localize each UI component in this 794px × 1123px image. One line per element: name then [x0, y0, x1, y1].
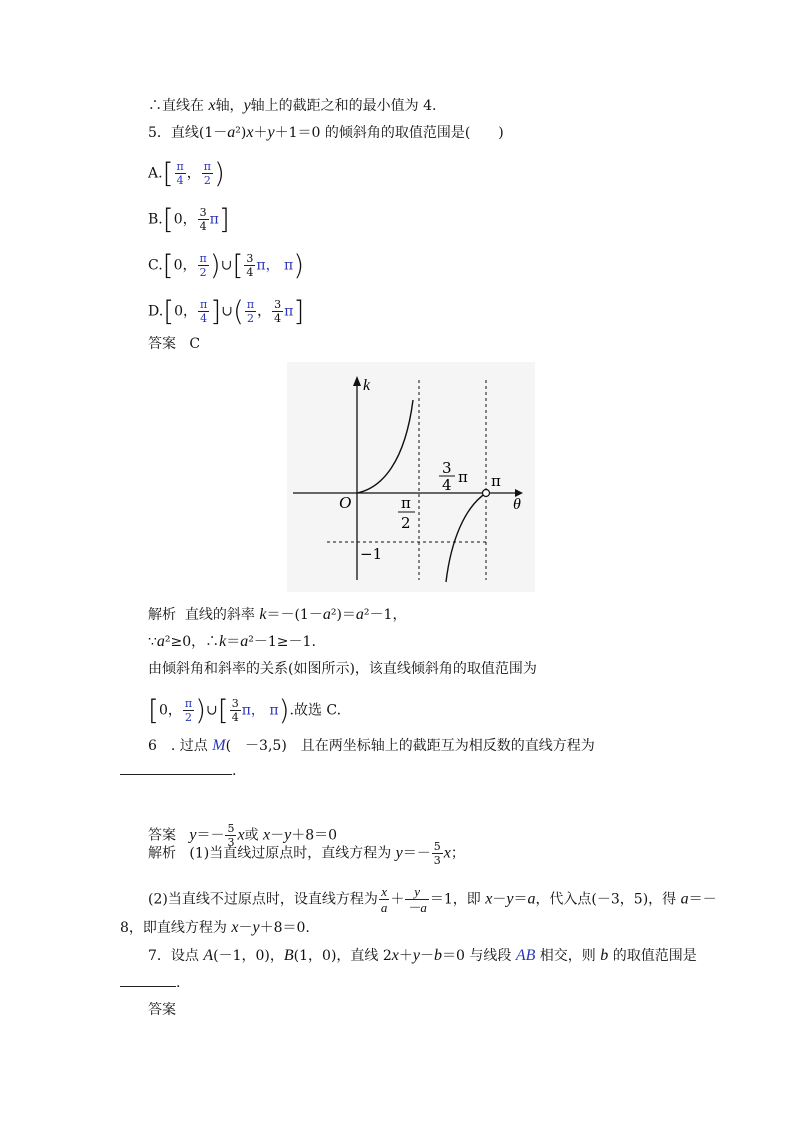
text: ∴直线在 [148, 98, 209, 114]
numerator: 3 [274, 298, 282, 311]
label-pi-half-den: 2 [401, 514, 411, 532]
numerator: 3 [231, 697, 239, 710]
right-paren: ) [213, 156, 225, 190]
left-bracket: [ [162, 202, 174, 236]
option-label: A. [148, 165, 163, 182]
numerator: π [200, 298, 208, 311]
answer-label: 答案 [148, 827, 176, 844]
text: ＝0 与线段 [442, 948, 516, 964]
denominator: a [380, 900, 388, 915]
fraction [432, 840, 443, 867]
text: ∵ [148, 634, 157, 650]
text: ； [450, 845, 465, 862]
text: ＋8＝0. [259, 920, 310, 936]
var-y: y [189, 826, 197, 844]
solution-6-line1 [148, 840, 465, 867]
var-x: x [246, 124, 254, 141]
fraction [230, 697, 241, 724]
fraction [198, 298, 209, 325]
text: ²≥0，∴ [164, 634, 220, 650]
var-m: M [212, 737, 226, 754]
fraction [379, 884, 390, 915]
solution-6-line3 [120, 918, 310, 938]
numerator: 5 [227, 822, 235, 835]
text: ( －3,5) 且在两坐标轴上的截距互为相反数的直线方程为 [225, 738, 595, 754]
q6-stem-text [148, 736, 595, 756]
text: 或 [244, 827, 264, 844]
var-k: k [219, 633, 227, 650]
answer-value: C [189, 336, 201, 352]
text: 0， [173, 211, 197, 228]
var-y: y [412, 947, 420, 964]
text: ＋ [253, 125, 268, 141]
text: ， [186, 165, 201, 182]
answer-5 [148, 334, 200, 354]
label-k: k [363, 377, 371, 394]
fraction [245, 298, 256, 325]
text: 0， [158, 702, 182, 719]
var-b: b [600, 947, 609, 964]
label-three: 3 [442, 459, 452, 477]
pi: π， [241, 702, 265, 719]
text: ＝ [226, 634, 241, 650]
numerator: π [199, 252, 207, 265]
text: 6 . 过点 [148, 738, 213, 754]
var-y: y [284, 826, 292, 844]
fraction [272, 298, 283, 325]
pi: π [284, 257, 294, 274]
answer-blank[interactable] [120, 972, 176, 987]
fraction [198, 206, 209, 233]
text: 直线的斜率 [184, 607, 260, 623]
left-bracket: [ [162, 248, 174, 282]
var-y: y [267, 124, 275, 141]
var-x: x [231, 919, 239, 936]
question-7-blank-line [120, 972, 180, 993]
solution-5-line1 [148, 605, 406, 625]
var-x: x [391, 947, 399, 964]
numerator: y [405, 884, 429, 900]
var-x: x [485, 890, 493, 908]
var-y: y [243, 97, 251, 114]
right-bracket: ] [218, 202, 230, 236]
conclusion-line [148, 96, 436, 116]
text: 8，即直线方程为 [120, 920, 232, 936]
var-k: k [259, 606, 267, 623]
text: (1)当直线过原点时，直线方程为 [189, 845, 396, 862]
fraction [183, 697, 194, 724]
text: ，代入点(－3，5)，得 [535, 891, 681, 908]
text: － [492, 891, 507, 908]
text: 相交，则 [535, 948, 601, 964]
pi: π [269, 702, 279, 719]
var-y: y [395, 844, 403, 862]
var-b: b [434, 947, 442, 964]
denominator: 2 [199, 266, 207, 279]
solution-label: 解析 [148, 607, 176, 623]
label-pi-half-num: π [401, 494, 411, 512]
label-three-quarter-pi: π [458, 468, 468, 486]
denominator: 4 [176, 174, 184, 187]
var-a: a [156, 633, 165, 650]
var-b-point: B [283, 947, 294, 964]
pi: π [209, 211, 219, 228]
var-y: y [252, 919, 260, 936]
denominator: 4 [246, 266, 254, 279]
text: － [420, 948, 434, 964]
denominator: 2 [203, 174, 211, 187]
var-x: x [263, 826, 271, 844]
text: ²) [235, 125, 247, 141]
k-arrow-icon [353, 376, 361, 386]
option-c [148, 248, 305, 282]
text: .故选 C. [289, 702, 342, 719]
text: ＝1，即 [429, 891, 486, 908]
union-symbol: ∪ [220, 257, 233, 274]
var-a: a [680, 890, 689, 908]
curve-branch-left [357, 400, 413, 493]
label-minus-one: −1 [360, 545, 383, 563]
option-label: B. [148, 211, 163, 228]
left-bracket: [ [148, 693, 159, 727]
union-symbol: ∪ [206, 702, 218, 719]
denominator: 3 [433, 854, 441, 867]
graph-svg [287, 362, 535, 592]
text: 的取值范围是 [608, 948, 697, 964]
var-x: x [443, 844, 451, 862]
text: ²－1， [363, 607, 407, 623]
var-x: x [208, 97, 216, 114]
option-a [148, 156, 225, 190]
text: － [238, 920, 253, 936]
numerator: π [176, 160, 184, 173]
left-bracket: [ [163, 294, 175, 328]
text: ＝－ [402, 845, 431, 862]
text: (1，0)，直线 2 [293, 948, 392, 964]
option-d [148, 294, 305, 328]
text: ＝－ [196, 827, 225, 844]
question-6-stem [148, 736, 676, 756]
fraction [198, 252, 209, 279]
question-7-stem [148, 946, 697, 966]
text: ＝－ [688, 891, 717, 908]
text: ＝－(1－ [266, 607, 323, 623]
right-bracket: ] [293, 294, 305, 328]
left-bracket: [ [232, 248, 244, 282]
text: (－1，0)， [213, 948, 284, 964]
text: ， [257, 303, 272, 320]
text: 5．直线(1－ [148, 125, 228, 141]
fraction [405, 884, 429, 915]
label-pi: π [491, 472, 501, 490]
var-a: a [240, 633, 249, 650]
numerator: 3 [246, 252, 254, 265]
slope-angle-graph [287, 362, 535, 592]
text: (2)当直线不过原点时，设直线方程为 [148, 891, 378, 908]
numerator: 5 [433, 840, 441, 853]
solution-5-line3: 由倾斜角和斜率的关系(如图所示)，该直线倾斜角的取值范围为 [148, 661, 537, 677]
left-bracket: [ [162, 156, 174, 190]
option-label: D. [148, 303, 164, 320]
label-four: 4 [442, 476, 452, 494]
left-bracket: [ [217, 693, 229, 727]
var-a-point: A [203, 947, 214, 964]
fraction [202, 160, 213, 187]
curve-branch-right [446, 493, 486, 582]
text: . [232, 763, 237, 779]
text: ＋ [398, 948, 413, 964]
text: － [270, 827, 285, 844]
text: ²)＝ [330, 607, 356, 623]
question-6-blank-line [120, 760, 236, 781]
var-y: y [506, 890, 514, 908]
fraction [244, 252, 255, 279]
fraction [175, 160, 186, 187]
text: ＋1＝0 的倾斜角的取值范围是( ) [274, 125, 504, 141]
right-paren: ) [209, 248, 221, 282]
numerator: π [203, 160, 211, 173]
denominator: 2 [184, 711, 192, 724]
denominator: 3 [227, 836, 235, 849]
option-b [148, 202, 230, 236]
right-paren: ) [278, 693, 290, 727]
text: 0， [173, 257, 197, 274]
pi: π， [256, 257, 280, 274]
right-paren: ) [195, 693, 207, 727]
text: ²－1≥－1. [248, 634, 316, 650]
denominator: 4 [200, 312, 208, 325]
segment-ab: AB [515, 947, 536, 964]
left-paren: ( [232, 294, 244, 328]
union-symbol: ∪ [221, 303, 233, 320]
text: ＝ [513, 891, 528, 908]
right-paren: ) [293, 248, 305, 282]
var-a: a [227, 124, 236, 141]
text: 轴， [215, 98, 244, 114]
solution-5-line2 [148, 632, 316, 652]
text: 0， [174, 303, 198, 320]
var-a: a [322, 606, 331, 623]
option-label: C. [148, 257, 163, 274]
solution-label: 解析 [148, 845, 176, 862]
denominator: 4 [274, 312, 282, 325]
var-a: a [355, 606, 364, 623]
numerator: 3 [199, 206, 207, 219]
denominator: 4 [231, 711, 239, 724]
text: 轴上的截距之和的最小值为 4. [250, 98, 437, 114]
denominator: －a [407, 900, 427, 915]
open-point-pi [483, 490, 490, 497]
text: ＋ [390, 891, 405, 908]
text: . [176, 975, 181, 991]
answer-label: 答案 [148, 336, 176, 352]
label-theta: θ [513, 496, 521, 513]
numerator: x [379, 884, 390, 900]
answer-blank[interactable] [120, 760, 232, 775]
solution-6-line2 [148, 884, 717, 915]
denominator: 2 [247, 312, 254, 325]
pi: π [284, 303, 294, 320]
solution-5-range [148, 693, 342, 727]
denominator: 4 [199, 220, 207, 233]
answer-7: 答案 [148, 1002, 176, 1018]
text: 7．设点 [148, 948, 204, 964]
right-bracket: ] [210, 294, 222, 328]
text: ＋8＝0 [291, 827, 338, 844]
numerator: π [246, 298, 255, 311]
var-a: a [527, 890, 536, 908]
label-origin: O [339, 493, 352, 512]
question-5-stem [148, 123, 504, 143]
numerator: π [184, 697, 193, 710]
var-x: x [237, 826, 245, 844]
